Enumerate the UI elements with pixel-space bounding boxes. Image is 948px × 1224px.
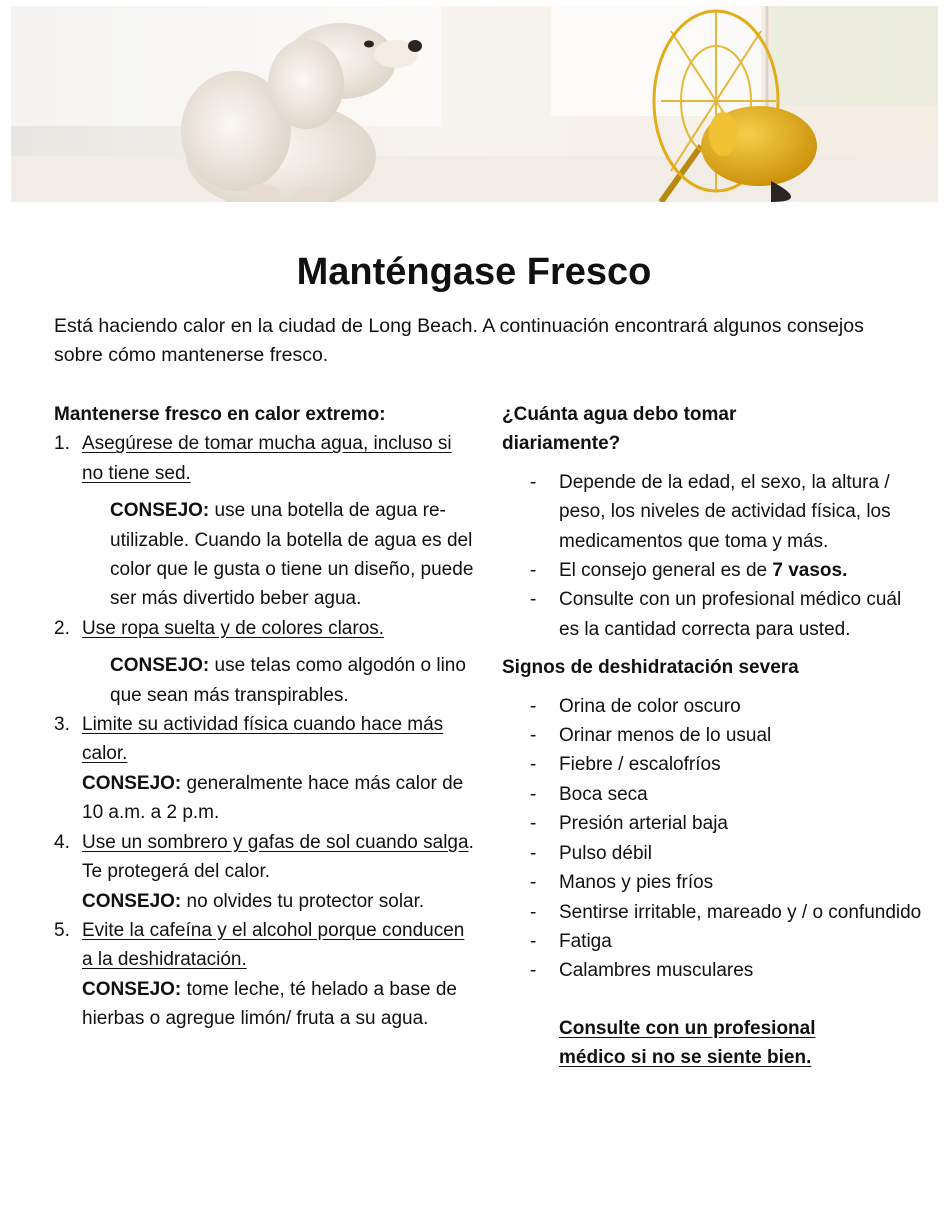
tip-note <box>110 651 474 710</box>
item-headline: Evite la cafeína y el alcohol porque conducen a la deshidratación. <box>82 919 465 971</box>
hero-illustration <box>11 6 938 202</box>
item-text <box>82 916 474 975</box>
tip-note <box>82 769 474 828</box>
tip-item <box>54 710 474 828</box>
closing-text: Consulte con un profesional médico si no se siente bien. <box>559 1017 816 1069</box>
dash-bullet: - <box>530 754 537 776</box>
right-column <box>502 400 922 1073</box>
dash-bullet: - <box>530 930 537 952</box>
tip-label: CONSEJO: <box>110 500 210 522</box>
tip-label: CONSEJO: <box>82 890 182 912</box>
list-item <box>502 956 922 985</box>
page-title: Manténgase Fresco <box>296 251 652 293</box>
list-item <box>502 721 922 750</box>
tip-text: tome leche, té helado a base de hierbas o agregue limón/ fruta a su agua. <box>82 978 457 1030</box>
list-item <box>502 898 922 927</box>
hero-image <box>11 6 938 202</box>
closing-note <box>502 1014 859 1073</box>
water-item-3: Consulte con un profesional médico cuál es la cantidad correcta para usted. <box>559 589 902 640</box>
dash-bullet: - <box>530 813 537 835</box>
sign-text: Fatiga <box>559 930 612 952</box>
item-number: 2. <box>54 617 70 639</box>
list-item <box>502 927 922 956</box>
list-item <box>502 839 922 868</box>
dash-bullet: - <box>530 589 537 611</box>
intro-paragraph: Está haciendo calor en la ciudad de Long Beach. A continuación encontrará algunos consejos sobre cómo mantenerse fresco. <box>54 315 864 366</box>
item-text <box>82 429 474 488</box>
sign-text: Orina de color oscuro <box>559 695 741 717</box>
tip-text: use telas como algodón o lino que sean más transpirables. <box>110 655 466 706</box>
sign-text: Presión arterial baja <box>559 813 728 835</box>
dash-bullet: - <box>530 471 537 493</box>
sign-text: Manos y pies fríos <box>559 872 714 894</box>
tip-label: CONSEJO: <box>110 655 210 677</box>
list-item <box>502 809 922 838</box>
item-text <box>82 614 474 643</box>
item-text <box>82 828 474 887</box>
left-column <box>54 400 474 1034</box>
list-item <box>502 780 922 809</box>
tip-note <box>110 496 474 614</box>
item-number: 4. <box>54 831 70 853</box>
sign-text: Sentirse irritable, mareado y / o confundido <box>559 901 922 923</box>
list-item <box>502 868 922 897</box>
dehydration-signs-list <box>502 692 922 986</box>
water-heading: ¿Cuánta agua debo tomar diariamente? <box>502 404 737 455</box>
dash-bullet: - <box>530 960 537 982</box>
water-list <box>502 468 922 644</box>
list-item <box>502 692 922 721</box>
item-headline: Asegúrese de tomar mucha agua, incluso si no tiene sed. <box>82 433 452 484</box>
list-item <box>502 585 922 644</box>
water-item-1: Depende de la edad, el sexo, la altura / peso, los niveles de actividad física, los medicamentos que toma y más. <box>559 471 891 552</box>
sign-text: Boca seca <box>559 783 648 805</box>
item-number: 3. <box>54 714 70 736</box>
dash-bullet: - <box>530 901 537 923</box>
item-rest: . Te protegerá del calor. <box>82 831 474 883</box>
tip-item <box>54 828 474 916</box>
cooling-tips-list <box>54 429 474 1033</box>
tip-text: generalmente hace más calor de 10 a.m. a 2 p.m. <box>82 772 464 824</box>
sign-text: Pulso débil <box>559 842 652 864</box>
water-item-2-bold: 7 vasos. <box>772 560 848 582</box>
window-light <box>771 6 938 106</box>
tip-note <box>82 887 474 916</box>
dash-bullet: - <box>530 872 537 894</box>
dash-bullet: - <box>530 783 537 805</box>
tip-note <box>82 975 474 1034</box>
sign-text: Calambres musculares <box>559 960 754 982</box>
item-headline: Use ropa suelta y de colores claros. <box>82 617 385 639</box>
dash-bullet: - <box>530 560 537 582</box>
item-text <box>82 710 474 769</box>
dash-bullet: - <box>530 695 537 717</box>
dash-bullet: - <box>530 725 537 747</box>
item-headline: Use un sombrero y gafas de sol cuando salga <box>82 831 469 853</box>
item-headline: Limite su actividad física cuando hace más calor. <box>82 714 444 765</box>
tip-item <box>54 429 474 613</box>
list-item <box>502 556 922 585</box>
tip-text: use una botella de agua re-utilizable. Cuando la botella de agua es del color que le gusta o tiene un diseño, puede ser más divertido beber agua. <box>110 500 474 610</box>
tip-text: no olvides tu protector solar. <box>186 890 425 912</box>
tip-label: CONSEJO: <box>82 772 182 794</box>
tip-label: CONSEJO: <box>82 978 182 1000</box>
dash-bullet: - <box>530 842 537 864</box>
tip-item <box>54 916 474 1034</box>
list-item <box>502 468 922 556</box>
item-number: 5. <box>54 919 70 941</box>
item-number: 1. <box>54 433 70 455</box>
tip-item <box>54 614 474 710</box>
extreme-heat-heading: Mantenerse fresco en calor extremo: <box>54 404 386 425</box>
dehydration-heading: Signos de deshidratación severa <box>502 657 799 679</box>
window-light <box>551 6 761 116</box>
sign-text: Fiebre / escalofríos <box>559 754 721 776</box>
list-item <box>502 750 922 779</box>
sign-text: Orinar menos de lo usual <box>559 725 772 747</box>
water-item-2: El consejo general es de <box>559 560 773 582</box>
